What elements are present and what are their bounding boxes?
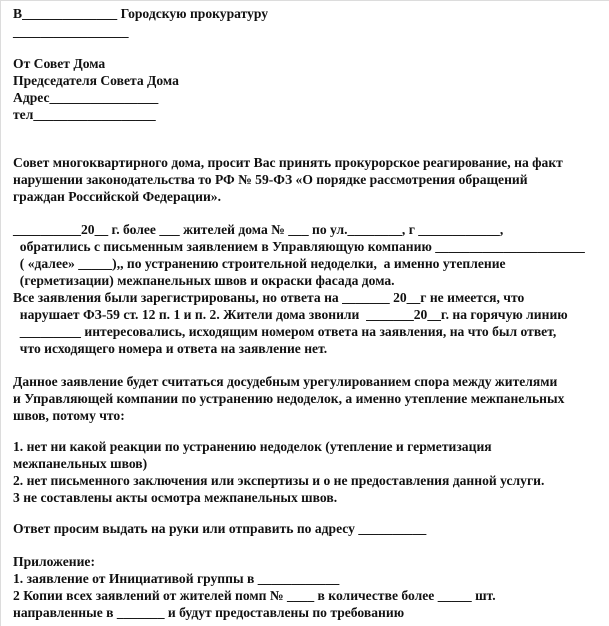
intro-line: граждан Российской Федерации». <box>13 189 221 204</box>
appendix-item: 2 Копии всех заявлений от жителей помп № ____ в количестве более _____ шт. <box>13 588 496 603</box>
body-line: нарушает ФЗ-59 ст. 12 п. 1 и п. 2. Жители дома звонили _______20__г. на горячую линию <box>13 307 568 322</box>
intro-line: Совет многоквартирного дома, просит Вас принять прокурорское реагирование, на факт <box>13 155 563 170</box>
reason-item: межпанельных швов) <box>13 456 148 471</box>
body-line: _________ интересовались, исходящим номером ответа на заявления, на что был ответ, <box>13 324 557 339</box>
reason-item: 1. нет ни какой реакции по устранению недоделок (утепление и герметизация <box>13 439 492 454</box>
body-line: Все заявления были зарегистрированы, но ответа на _______ 20__г не имеется, что <box>13 290 525 305</box>
sender-from: От Совет Дома <box>13 56 106 71</box>
pretrial-line: швов, потому что: <box>13 408 125 423</box>
pretrial-line: и Управляющей компании по устранению недоделок, а именно утепление межпанельных <box>13 391 565 406</box>
body-line: __________20__ г. более ___ жителей дома № ___ по ул.________, г ____________, <box>13 222 504 237</box>
reason-item: 3 не составлены акты осмотра межпанельных швов. <box>13 490 338 505</box>
body-line: (герметизации) межпанельных швов и окраски фасада дома. <box>13 273 395 288</box>
appendix-item: направленные в _______ и будут предоставлены по требованию <box>13 605 405 620</box>
body-line: что исходящего номера и ответа на заявление нет. <box>13 341 328 356</box>
sender-chairman: Председателя Совета Дома <box>13 73 179 88</box>
pretrial-line: Данное заявление будет считаться досудебным урегулированием спора между жителями <box>13 374 558 389</box>
addressee-blank: _________________ <box>13 24 129 39</box>
body-line: ( «далее» _____),, по устранению строительной недоделки, а именно утепление <box>13 256 506 271</box>
sender-address: Адрес________________ <box>13 90 159 105</box>
body-line: обратились с письменным заявлением в Управляющую компанию ______________________ <box>13 239 585 254</box>
appendix-item: 1. заявление от Инициативой группы в ____________ <box>13 571 340 586</box>
page-border-top <box>0 0 609 1</box>
addressee-line: В______________ Городскую прокуратуру <box>13 6 269 21</box>
page-border-left <box>0 0 1 626</box>
intro-line: нарушении законодательства то РФ № 59-ФЗ «О порядке рассмотрения обращений <box>13 172 528 187</box>
sender-phone: тел__________________ <box>13 107 156 122</box>
appendix-title: Приложение: <box>13 554 95 569</box>
reason-item: 2. нет письменного заключения или экспертизы и о не предоставления данной услуги. <box>13 473 545 488</box>
answer-request: Ответ просим выдать на руки или отправить по адресу __________ <box>13 521 427 536</box>
